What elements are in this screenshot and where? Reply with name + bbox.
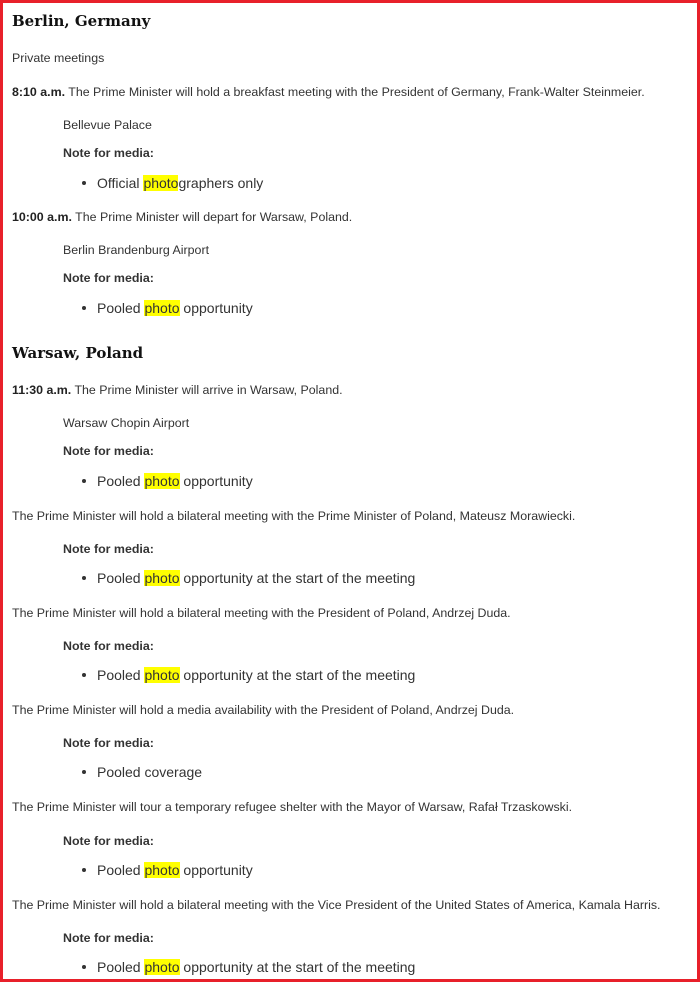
media-bullet: Pooled photo opportunity at the start of the meeting bbox=[82, 570, 415, 586]
event-description: The Prime Minister will hold a media availability with the President of Poland, Andrzej Duda. bbox=[12, 703, 515, 717]
event-line bbox=[12, 210, 352, 224]
note-for-media-label: Note for media: bbox=[63, 736, 154, 750]
section-heading-berlin: Berlin, Germany bbox=[12, 12, 151, 30]
media-bullet: Pooled photo opportunity bbox=[82, 300, 253, 316]
event-time: 11:30 a.m. bbox=[12, 383, 72, 397]
event-description: The Prime Minister will hold a bilateral meeting with the Vice President of the United States of America, Kamala Harris. bbox=[12, 898, 661, 912]
bullet-icon bbox=[82, 965, 86, 969]
search-highlight: photo bbox=[143, 175, 179, 191]
note-for-media-label: Note for media: bbox=[63, 542, 154, 556]
note-for-media-label: Note for media: bbox=[63, 444, 154, 458]
event-location: Bellevue Palace bbox=[63, 118, 152, 132]
section-heading-warsaw: Warsaw, Poland bbox=[12, 344, 144, 362]
event-time: 10:00 a.m. bbox=[12, 210, 72, 224]
event-description: The Prime Minister will tour a temporary refugee shelter with the Mayor of Warsaw, Rafał Trzaskowski. bbox=[12, 800, 573, 814]
media-bullet: Pooled photo opportunity bbox=[82, 862, 253, 878]
event-description: The Prime Minister will hold a bilateral meeting with the Prime Minister of Poland, Mateusz Morawiecki. bbox=[12, 509, 576, 523]
event-line bbox=[12, 383, 343, 397]
note-for-media-label: Note for media: bbox=[63, 834, 154, 848]
search-highlight: photo bbox=[144, 473, 180, 489]
event-description: The Prime Minister will depart for Warsaw, Poland. bbox=[75, 210, 353, 224]
bullet-icon bbox=[82, 479, 86, 483]
media-bullet: Pooled coverage bbox=[82, 764, 202, 780]
event-location: Warsaw Chopin Airport bbox=[63, 416, 190, 430]
bullet-icon bbox=[82, 576, 86, 580]
itinerary-content bbox=[12, 3, 691, 979]
media-bullet: Pooled photo opportunity at the start of the meeting bbox=[82, 667, 415, 683]
bullet-icon bbox=[82, 181, 86, 185]
note-for-media-label: Note for media: bbox=[63, 931, 154, 945]
media-bullet: Pooled photo opportunity bbox=[82, 473, 253, 489]
search-highlight: photo bbox=[144, 570, 180, 586]
note-for-media-label: Note for media: bbox=[63, 639, 154, 653]
bullet-icon bbox=[82, 306, 86, 310]
bullet-icon bbox=[82, 673, 86, 677]
media-bullet: Official photographers only bbox=[82, 175, 263, 191]
event-description: The Prime Minister will hold a breakfast meeting with the President of Germany, Frank-Walter Steinmeier. bbox=[68, 85, 645, 99]
event-location: Berlin Brandenburg Airport bbox=[63, 243, 210, 257]
event-description: The Prime Minister will hold a bilateral meeting with the President of Poland, Andrzej Duda. bbox=[12, 606, 511, 620]
media-bullet: Pooled photo opportunity at the start of the meeting bbox=[82, 959, 415, 975]
section-subtitle: Private meetings bbox=[12, 51, 105, 65]
note-for-media-label: Note for media: bbox=[63, 146, 154, 160]
search-highlight: photo bbox=[144, 959, 180, 975]
search-highlight: photo bbox=[144, 667, 180, 683]
event-line bbox=[12, 85, 645, 99]
bullet-icon bbox=[82, 868, 86, 872]
bullet-icon bbox=[82, 770, 86, 774]
event-time: 8:10 a.m. bbox=[12, 85, 66, 99]
search-highlight: photo bbox=[144, 862, 180, 878]
search-highlight: photo bbox=[144, 300, 180, 316]
note-for-media-label: Note for media: bbox=[63, 271, 154, 285]
event-description: The Prime Minister will arrive in Warsaw, Poland. bbox=[74, 383, 343, 397]
